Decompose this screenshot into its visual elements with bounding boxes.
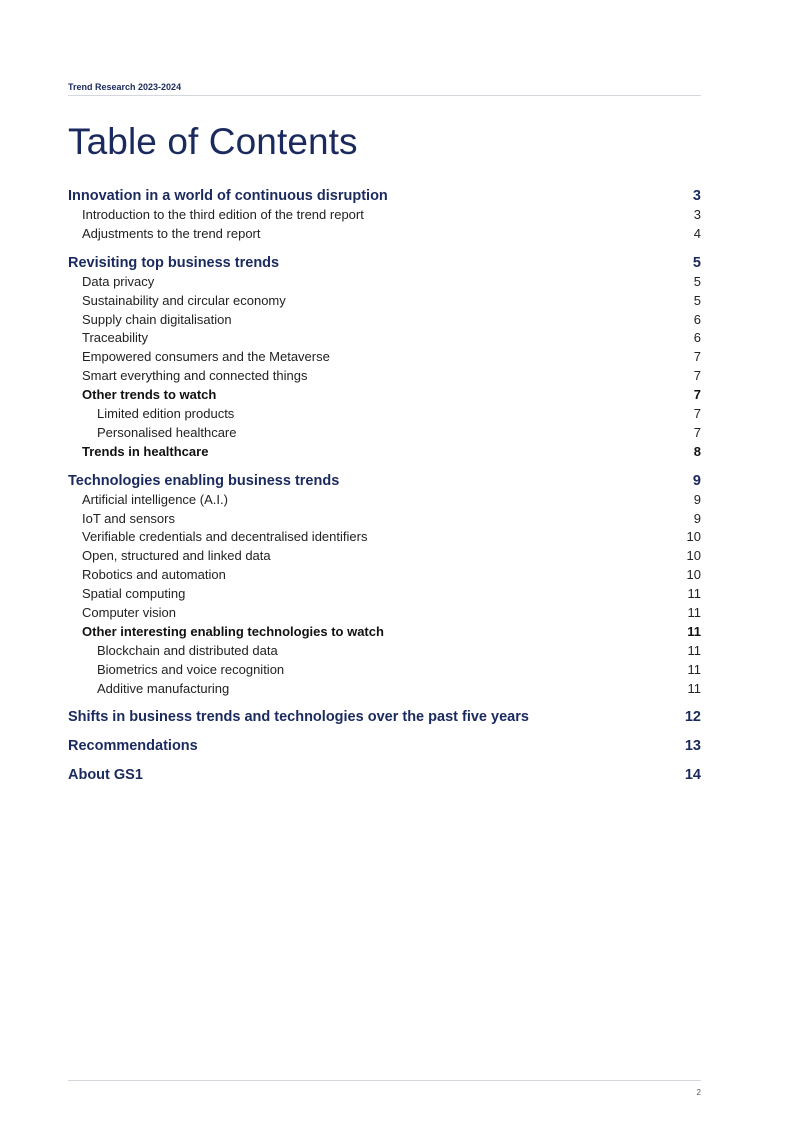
toc-entry-page-number: 3 (693, 207, 701, 222)
toc-section-entry[interactable] (68, 186, 701, 206)
toc-section-page-number: 12 (684, 709, 701, 726)
document-page (68, 0, 701, 1130)
toc-entry-page-number: 10 (686, 529, 701, 545)
toc-entry[interactable] (68, 661, 701, 680)
toc-entry[interactable] (68, 642, 701, 661)
toc-entry-page-number: 6 (693, 311, 701, 327)
toc-section-page-number: 9 (692, 472, 701, 489)
toc-entry-title: Data privacy (82, 273, 155, 289)
toc-entry-title: Robotics and automation (82, 567, 226, 583)
toc-entry[interactable] (68, 225, 701, 244)
toc-entry-title: Biometrics and voice recognition (97, 661, 285, 677)
toc-entry-page-number: 11 (687, 661, 701, 677)
toc-section-title: Shifts in business trends and technologies over the past five years (68, 709, 529, 726)
toc-entry-title: Trends in healthcare (82, 443, 209, 459)
toc-entry[interactable] (68, 547, 701, 566)
toc-entry-title: Additive manufacturing (97, 680, 230, 696)
toc-entry[interactable] (68, 311, 701, 330)
toc-entry-page-number: 5 (693, 273, 701, 289)
toc-entry-page-number: 7 (693, 368, 701, 384)
toc-entry-page-number: 7 (693, 424, 701, 440)
toc-entry-title: Other trends to watch (82, 387, 217, 403)
toc-entry-title: IoT and sensors (82, 510, 175, 526)
toc-entry-title: Personalised healthcare (97, 424, 237, 440)
toc-section-entry[interactable] (68, 707, 701, 727)
toc-section-entry[interactable] (68, 736, 701, 756)
toc-entry[interactable] (68, 566, 701, 585)
toc-entry-page-number: 10 (686, 567, 701, 583)
toc-entry-page-number: 11 (687, 642, 701, 658)
toc-entry-title: Blockchain and distributed data (97, 642, 278, 658)
toc-entry-title: Other interesting enabling technologies to watch (82, 623, 384, 639)
toc-entry-page-number: 9 (693, 491, 701, 507)
toc-section-page-number: 5 (692, 254, 701, 271)
toc-entry-title: Adjustments to the trend report (82, 225, 261, 241)
toc-entry-title: Sustainability and circular economy (82, 292, 286, 308)
footer-divider (68, 1080, 701, 1081)
toc-entry[interactable] (68, 528, 701, 547)
toc-entry-page-number: 11 (687, 586, 701, 602)
toc-section-title: Technologies enabling business trends (68, 472, 340, 489)
toc-entry-page-number: 4 (693, 225, 701, 241)
toc-section-title: Recommendations (68, 738, 198, 755)
table-of-contents (68, 186, 701, 785)
toc-entry-page-number: 11 (687, 623, 701, 639)
toc-entry-page-number: 8 (693, 443, 701, 459)
toc-entry-page-number: 11 (687, 680, 701, 696)
toc-entry[interactable] (68, 206, 701, 225)
toc-entry-title: Limited edition products (97, 406, 235, 422)
toc-entry[interactable] (68, 348, 701, 367)
toc-section-entry[interactable] (68, 765, 701, 785)
toc-section-title: About GS1 (68, 767, 143, 784)
toc-entry-page-number: 11 (687, 605, 701, 621)
toc-section-entry[interactable] (68, 253, 701, 273)
toc-section-page-number: 14 (684, 767, 701, 784)
running-header: Trend Research 2023-2024 (68, 82, 701, 96)
toc-entry[interactable] (68, 386, 701, 405)
toc-entry-page-number: 7 (693, 406, 701, 422)
toc-entry[interactable] (68, 491, 701, 510)
toc-entry-title: Spatial computing (82, 586, 186, 602)
toc-entry[interactable] (68, 443, 701, 462)
toc-entry[interactable] (68, 604, 701, 623)
toc-entry[interactable] (68, 329, 701, 348)
toc-section-title: Innovation in a world of continuous disruption (68, 188, 388, 204)
toc-entry-page-number: 6 (693, 330, 701, 346)
toc-entry[interactable] (68, 292, 701, 311)
page-title: Table of Contents (68, 121, 358, 162)
toc-entry-title: Introduction to the third edition of the trend report (82, 207, 364, 222)
toc-entry[interactable] (68, 623, 701, 642)
toc-entry-title: Computer vision (82, 605, 176, 621)
footer-page-number: 2 (696, 1088, 701, 1097)
toc-entry[interactable] (68, 424, 701, 443)
toc-entry[interactable] (68, 585, 701, 604)
toc-entry-page-number: 7 (693, 349, 701, 365)
toc-entry-title: Smart everything and connected things (82, 368, 308, 384)
toc-entry-title: Empowered consumers and the Metaverse (82, 349, 330, 365)
toc-entry-title: Artificial intelligence (A.I.) (82, 491, 228, 507)
toc-section-entry[interactable] (68, 471, 701, 491)
toc-entry-title: Traceability (82, 330, 148, 346)
toc-entry[interactable] (68, 680, 701, 699)
toc-entry-page-number: 5 (693, 292, 701, 308)
toc-section-title: Revisiting top business trends (68, 254, 280, 271)
toc-section-page-number: 3 (692, 188, 701, 204)
toc-entry[interactable] (68, 405, 701, 424)
toc-entry-page-number: 9 (693, 510, 701, 526)
toc-entry-title: Verifiable credentials and decentralised identifiers (82, 529, 368, 545)
toc-entry-page-number: 7 (693, 387, 701, 403)
toc-entry[interactable] (68, 273, 701, 292)
toc-entry-title: Open, structured and linked data (82, 548, 271, 564)
toc-entry[interactable] (68, 510, 701, 529)
toc-entry-title: Supply chain digitalisation (82, 311, 232, 327)
toc-entry-page-number: 10 (686, 548, 701, 564)
toc-section-page-number: 13 (684, 738, 701, 755)
toc-entry[interactable] (68, 367, 701, 386)
